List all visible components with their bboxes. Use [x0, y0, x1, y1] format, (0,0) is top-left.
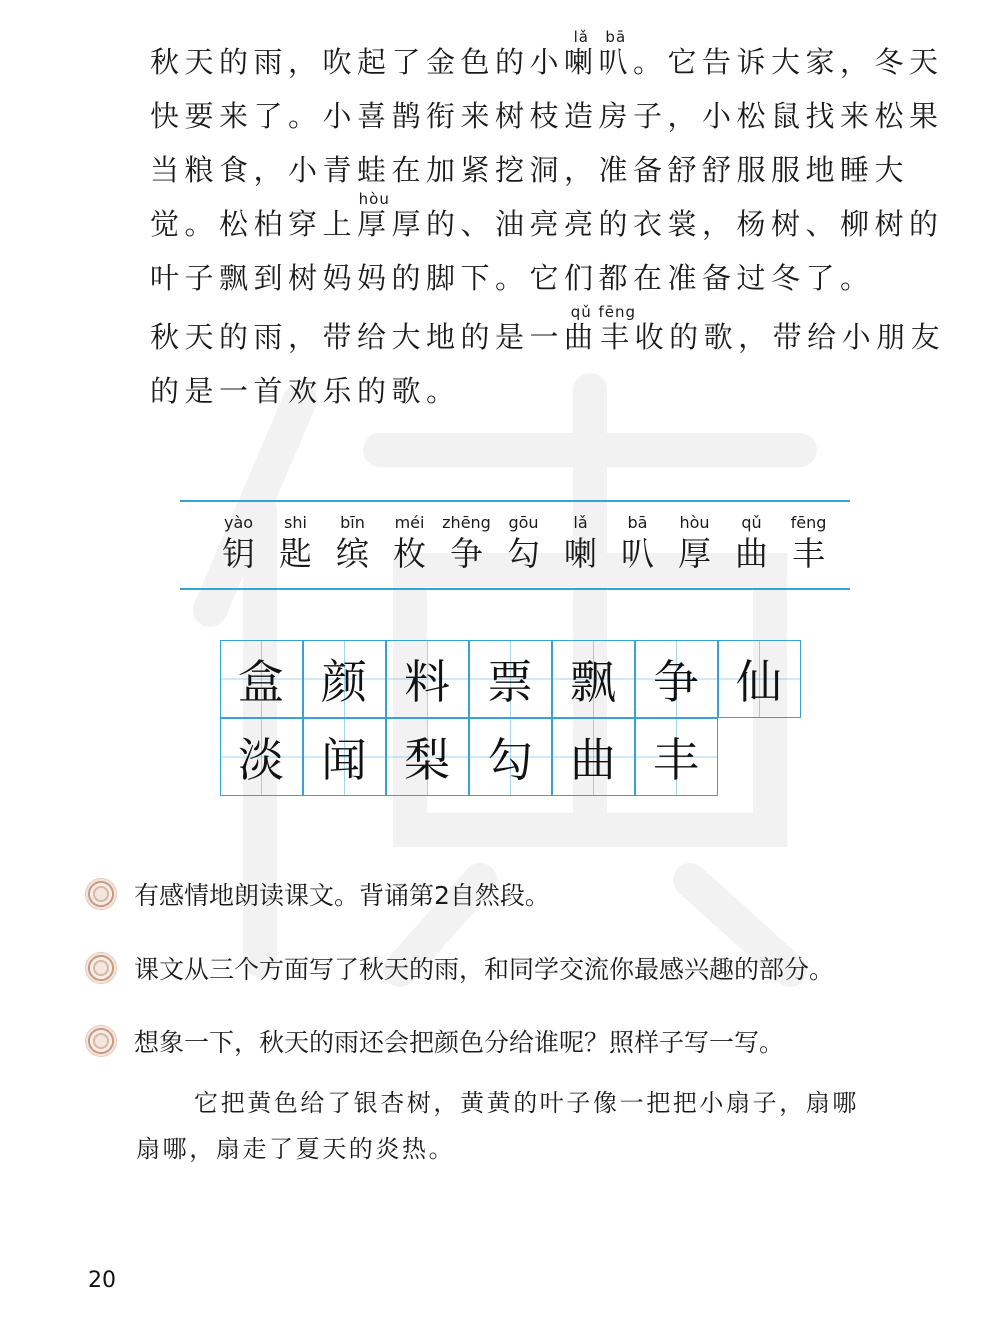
vocab-character: 曲: [735, 534, 768, 573]
vocab-item: [780, 512, 837, 574]
grid-cell: 票: [469, 640, 552, 718]
grid-cell: 丰: [635, 718, 718, 796]
pinyin-hou: hòu: [357, 190, 392, 208]
vocab-character: 争: [450, 534, 483, 573]
vocab-item: [666, 512, 723, 574]
ruby-la: 喇lǎ: [564, 28, 599, 79]
grid-cell: 料: [386, 640, 469, 718]
vocab-item: [324, 512, 381, 574]
p2-text-b: 收的歌，带给小朋友的是一首欢乐的歌。: [150, 320, 946, 408]
p1-text-b: 。它告诉大家，冬天快要来了。小喜鹊衔来树枝造房子，小松鼠找来松果当粮食，小青蛙在加紧挖洞，准备舒舒服服地睡大觉。松柏穿上: [150, 45, 944, 241]
exercise-2: [86, 950, 834, 986]
vocab-item: [267, 512, 324, 574]
vocab-character: 钥: [222, 534, 255, 573]
grid-cell: 争: [635, 640, 718, 718]
grid-cell: 梨: [386, 718, 469, 796]
vocab-character: 叭: [621, 534, 654, 573]
grid-cell: 曲: [552, 718, 635, 796]
paragraph-2: [86, 305, 946, 418]
vocab-pinyin: shi: [284, 513, 307, 532]
grid-cell: 淡: [220, 718, 303, 796]
vocab-pinyin: fēng: [790, 513, 827, 532]
paragraph-1: [86, 30, 946, 305]
vocab-item: [438, 512, 495, 574]
lesson-passage: [86, 30, 946, 418]
grid-cell-empty: [718, 718, 801, 796]
grid-cell: 盒: [220, 640, 303, 718]
vocab-character: 丰: [792, 534, 825, 573]
grid-cell: 闻: [303, 718, 386, 796]
vocab-pinyin: méi: [394, 513, 425, 532]
vocab-pinyin: gōu: [508, 513, 539, 532]
vocab-pinyin: yào: [223, 513, 254, 532]
exercise-3: [86, 1023, 784, 1059]
ruby-feng: 丰fēng: [598, 303, 637, 354]
vocab-row: [210, 512, 837, 574]
vocab-character: 厚: [678, 534, 711, 573]
vocab-character: 喇: [564, 534, 597, 573]
vocab-character: 缤: [336, 534, 369, 573]
vocab-pinyin: bā: [627, 513, 648, 532]
p1-text-a: 秋天的雨，吹起了金色的小: [150, 45, 565, 79]
bullet-icon: [86, 1026, 116, 1056]
example-line-1: 它把黄色给了银杏树，黄黄的叶子像一把把小扇子，扇哪: [194, 1089, 859, 1117]
example-answer: [136, 1080, 946, 1172]
grid-cell: 仙: [718, 640, 801, 718]
vocab-pinyin: qǔ: [741, 513, 762, 532]
vocab-pinyin: lǎ: [573, 513, 588, 532]
vocab-band: [180, 500, 850, 590]
grid-cell: 飘: [552, 640, 635, 718]
ruby-ba: 叭bā: [598, 28, 634, 79]
writing-grid: [221, 641, 802, 797]
vocab-pinyin: zhēng: [442, 513, 491, 532]
vocab-item: [552, 512, 609, 574]
p1-text-c: 厚的、油亮亮的衣裳，杨树、柳树的叶子飘到树妈妈的脚下。它们都在准备过冬了。: [150, 207, 944, 295]
exercise-3-text: 想象一下，秋天的雨还会把颜色分给谁呢？照样子写一写。: [134, 1028, 785, 1057]
pinyin-qu: qǔ: [564, 303, 599, 321]
vocab-character: 勾: [507, 534, 540, 573]
vocab-item: [609, 512, 666, 574]
example-line-2: 扇哪，扇走了夏天的炎热。: [136, 1135, 456, 1163]
vocab-character: 枚: [393, 534, 426, 573]
page-number: 20: [88, 1268, 116, 1293]
ruby-qu: 曲qǔ: [564, 303, 599, 354]
vocab-item: [495, 512, 552, 574]
exercise-2-text: 课文从三个方面写了秋天的雨，和同学交流你最感兴趣的部分。: [134, 955, 835, 984]
vocab-item: [723, 512, 780, 574]
vocab-item: [381, 512, 438, 574]
vocab-pinyin: bīn: [340, 513, 365, 532]
pinyin-feng: fēng: [598, 303, 637, 321]
grid-cell: 勾: [469, 718, 552, 796]
grid-cell: 颜: [303, 640, 386, 718]
pinyin-ba: bā: [598, 28, 634, 46]
p2-text-a: 秋天的雨，带给大地的是一: [150, 320, 565, 354]
ruby-hou: 厚hòu: [357, 190, 392, 241]
bullet-icon: [86, 953, 116, 983]
bullet-icon: [86, 879, 116, 909]
exercise-1: [86, 876, 550, 912]
vocab-item: [210, 512, 267, 574]
vocab-pinyin: hòu: [679, 513, 710, 532]
exercise-1-text: 有感情地朗读课文。背诵第2自然段。: [134, 881, 550, 910]
vocab-character: 匙: [279, 534, 312, 573]
pinyin-la: lǎ: [564, 28, 599, 46]
